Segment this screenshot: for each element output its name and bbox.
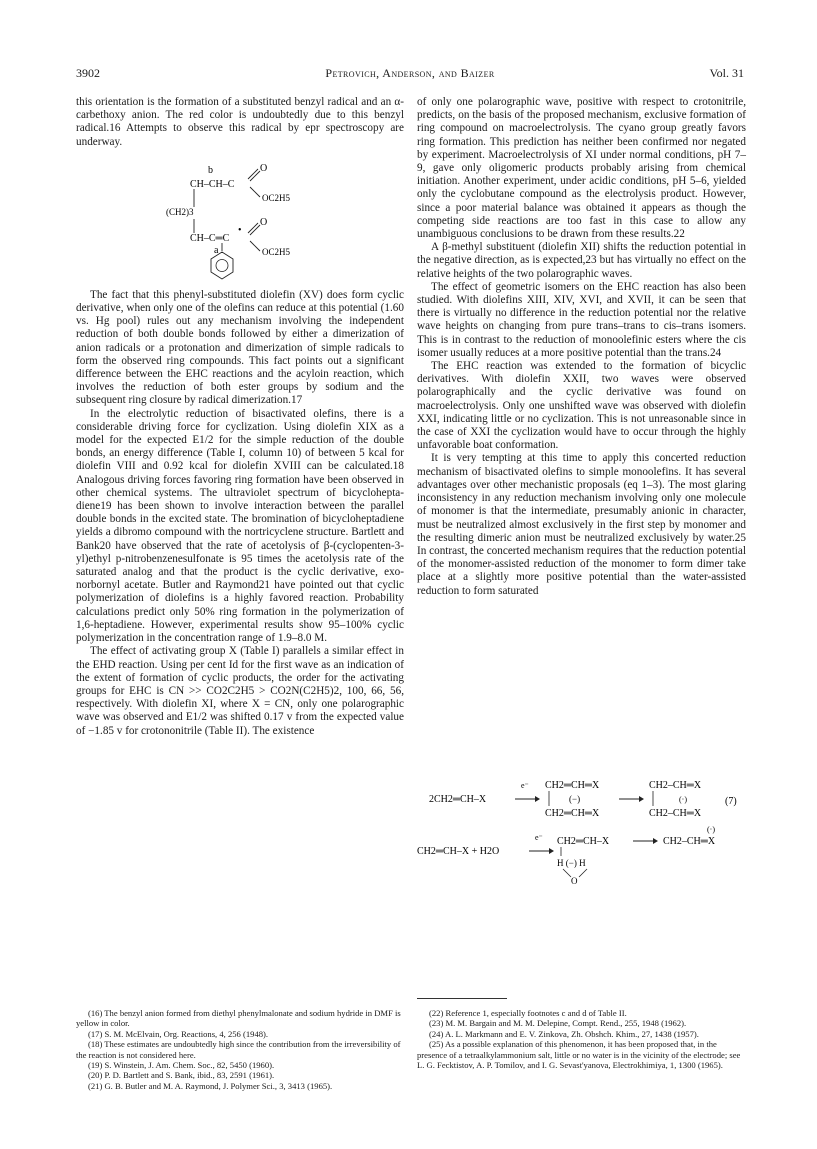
- label-a: a: [214, 244, 219, 256]
- volume-label: Vol. 31: [709, 66, 744, 80]
- label-ch-bottom: CH–C═C: [190, 232, 230, 244]
- footnote: (21) G. B. Butler and M. A. Raymond, J. Polymer Sci., 3, 3413 (1965).: [88, 1080, 333, 1091]
- label-o-top: O: [260, 162, 268, 174]
- equation-block: [417, 778, 747, 886]
- footnotes-left: [76, 1008, 402, 1091]
- eq2-mid-top: CH2═CH–X: [557, 836, 610, 847]
- eq1-left: 2CH2═CH–X: [429, 794, 487, 805]
- eq1-right-top: CH2–CH═X: [649, 780, 702, 791]
- eq1-mid-bottom: CH2═CH═X: [545, 808, 600, 819]
- label-oet-top: OC2H5: [262, 192, 291, 203]
- paragraph: The EHC reaction was extended to the formation of bicyclic derivatives. With diolefin XXII, two waves were observed polarographically and the cyclic derivative was found on macroelectrolysis. Only one unshifted wave was observed with diolefin XXI, indicating little or no cyclization. This is not unreasonable since in the case of XXI the cyclization would have to occur through the highly unfavorable boat conformation.: [417, 360, 746, 452]
- paragraph: The effect of geometric isomers on the EHC reaction has also been studied. With diolefins XIII, XIV, XVI, and XVII, it can be seen that there is virtually no difference in the reduction potential nor the relative wave heights on changing from pure trans–trans to cis–trans isomers. This is in contrast to the reduction of monoolefinic esters where the cis isomer usually reduces at a more positive potential than the trans.24: [417, 280, 746, 359]
- eq1-right-bottom: CH2–CH═X: [649, 808, 702, 819]
- eq2-mid-bottom: H (−) H: [557, 858, 586, 868]
- running-header: [76, 66, 744, 82]
- eq1-right-rad: (·): [679, 795, 687, 804]
- eq2-right: CH2–CH═X: [663, 836, 716, 847]
- equation-drawing: [417, 778, 747, 886]
- label-oet-bottom: OC2H5: [262, 246, 291, 257]
- paragraph: this orientation is the formation of a substituted benzyl radical and an α-carbethoxy anion. The red color is undoubtedly due to this benzyl radical.16 Attempts to observe this radical by epr spectroscopy are underway.: [76, 96, 404, 148]
- label-o-bottom: O: [260, 216, 268, 228]
- eq2-left: CH2═CH–X + H2O: [417, 846, 500, 857]
- paragraph: A β-methyl substituent (diolefin XII) shifts the reduction potential in the negative direction, as is expected,23 but has virtually no effect on the relative heights of the two polarographic waves.: [417, 241, 746, 280]
- footnote: (16) The benzyl anion formed from diethyl phenylmalonate and sodium hydride in DMF is yellow in color.: [76, 1008, 401, 1029]
- footnote: (20) P. D. Bartlett and S. Bank, ibid., 83, 2591 (1961).: [88, 1070, 275, 1081]
- footnote: (25) As a possible explanation of this phenomenon, it has been proposed that, in the presence of a tetraalkylammonium salt, little or no water is in the vicinity of the electrode; see L. G. Fecktistov, A. P. Tomilov, and I. G. Sevast'yanova, Electrokhimiya, 1, 1300 (1965).: [417, 1039, 741, 1071]
- label-ring: (CH2)3: [166, 206, 194, 217]
- paragraph: It is very tempting at this time to apply this concerted reduction mechanism of bisactivated olefins to simple monoolefins. It has several advantages over other mechanistic proposals (eq 1–3). The most glaring inconsistency in any reduction mechanism involving only one molecule of monomer is that the intermediate, presumably anionic in character, must be neutralized almost exclusively in the first step by monomer and the resulting dimeric anion must be neutralized exclusively by water.25 In contrast, the concerted mechanism requires that the reduction potential of the monomer-assisted reduction of the monomer to form dimer take place at a slightly more positive potential than the water-assisted reduction to form saturated: [417, 452, 746, 597]
- structure-drawing: [166, 153, 326, 281]
- eq1-mid-top: CH2═CH═X: [545, 780, 600, 791]
- paragraph: of only one polarographic wave, positive with respect to crotonitrile, predicts, on the basis of the proposed mechanism, exclusive formation of ring compound on macroelectrolysis. The cyano group greatly favors ring formation. This prediction has neither been confirmed nor negated by experiment. Macroelectrolysis of XI under normal conditions, pH 7–9, gave only oligomeric products probably arising from chemical initiation. Another experiment, under acidic conditions, pH 5–6, yielded only the cyclobutane compound as the electrolysis product. However, since a poor material balance was obtained it appears as though the competing side reactions are too fast in this case to allow any unambiguous conclusions to be drawn from these results.22: [417, 96, 746, 241]
- eq2-o: O: [571, 876, 578, 886]
- left-column: [76, 96, 404, 738]
- eq1-number: (7): [725, 796, 737, 807]
- eq1-e: e⁻: [521, 781, 529, 790]
- phenyl-ring: [211, 252, 233, 279]
- footnote: (22) Reference 1, especially footnotes c and d of Table II.: [429, 1008, 627, 1018]
- page-number: 3902: [76, 66, 100, 80]
- eq1-mid-charge: (−): [569, 794, 581, 804]
- paragraph: The fact that this phenyl-substituted diolefin (XV) does form cyclic derivative, when only one of the olefins can reduce at this potential (1.60 vs. Hg pool) rules out any mechanism involving the independent reduction of both double bonds followed by either a dimerization of anion radicals or a protonation and dimerization of simple radicals to form the observed ring compounds. This fact points out a significant difference between the EHC reactions and the acyloin reaction, which involves the reduction of both ester groups by sodium and the subsequent ring closure by radical dimerization.17: [76, 288, 404, 407]
- svg-text:•: •: [238, 224, 242, 236]
- paragraph: The effect of activating group X (Table I) parallels a similar effect in the EHD reaction. Using per cent Id for the first wave as an indication of the extent of formation of cyclic products, the order for the activating groups for EHC is CN >> CO2C2H5 > CO2N(C2H5)2, 100, 66, 56, respectively. With diolefin XI, where X = CN, only one polarographic wave was observed and E1/2 was shifted 0.17 v from the expected value of −1.85 v for crotononitrile (Table II). The existence: [76, 645, 404, 737]
- eq2-right-rad: (·): [707, 825, 715, 834]
- right-column: [417, 96, 746, 598]
- footnote: (17) S. M. McElvain, Org. Reactions, 4, 256 (1948).: [88, 1028, 269, 1039]
- eq2-e: e⁻: [535, 833, 543, 842]
- running-authors: Petrovich, Anderson, and Baizer: [325, 66, 495, 80]
- footnote: (19) S. Winstein, J. Am. Chem. Soc., 82, 5450 (1960).: [88, 1060, 275, 1071]
- label-ch-top: CH–CH–C: [190, 178, 235, 190]
- label-b: b: [208, 164, 213, 176]
- footnote: (18) These estimates are undoubtedly high since the contribution from the irreversibility of the reaction is not considered here.: [76, 1039, 401, 1060]
- footnote: (24) A. L. Markmann and E. V. Zinkova, Zh. Obshch. Khim., 27, 1438 (1957).: [429, 1028, 699, 1039]
- chemical-structure: [76, 153, 404, 281]
- footnote: (23) M. M. Bargain and M. M. Delepine, Compt. Rend., 255, 1948 (1962).: [429, 1018, 687, 1029]
- paragraph: In the electrolytic reduction of bisactivated olefins, there is a considerable driving force for cyclization. Using diolefin XIX as a model for the expected E1/2 for the simple reduction of the double bonds, an energy difference (Table I, column 10) of between 5 kcal for diolefin VIII and 0.92 kcal for diolefin XVIII can be calculated.18 Analogous driving forces favoring ring formation have been observed in other chemical systems. The ultraviolet spectrum of bicyclohepta-diene19 has been shown to involve interaction between the parallel double bonds in the excited state. The bromination of bicycloheptadiene yields a dibromo compound with the nortricyclene structure. Bartlett and Bank20 have observed that the rate of acetolysis of β-(cyclopenten-3-yl)ethyl p-nitrobenzenesulfonate is 95 times the acetolysis rate of the saturated analog and that the product is the cyclic derivative, exo-norbornyl acetate. Butler and Raymond21 have pointed out that cyclic polymerization of diolefins is a highly favored reaction. Probability calculations predict only 50% ring formation in the polymerization of 1,6-heptadiene. However, experimental results show 95–100% cyclic polymerization in the concentration range of 1.9–8.0 M.: [76, 407, 404, 645]
- footnotes-right: [417, 1008, 743, 1070]
- footnote-rule: [417, 998, 507, 999]
